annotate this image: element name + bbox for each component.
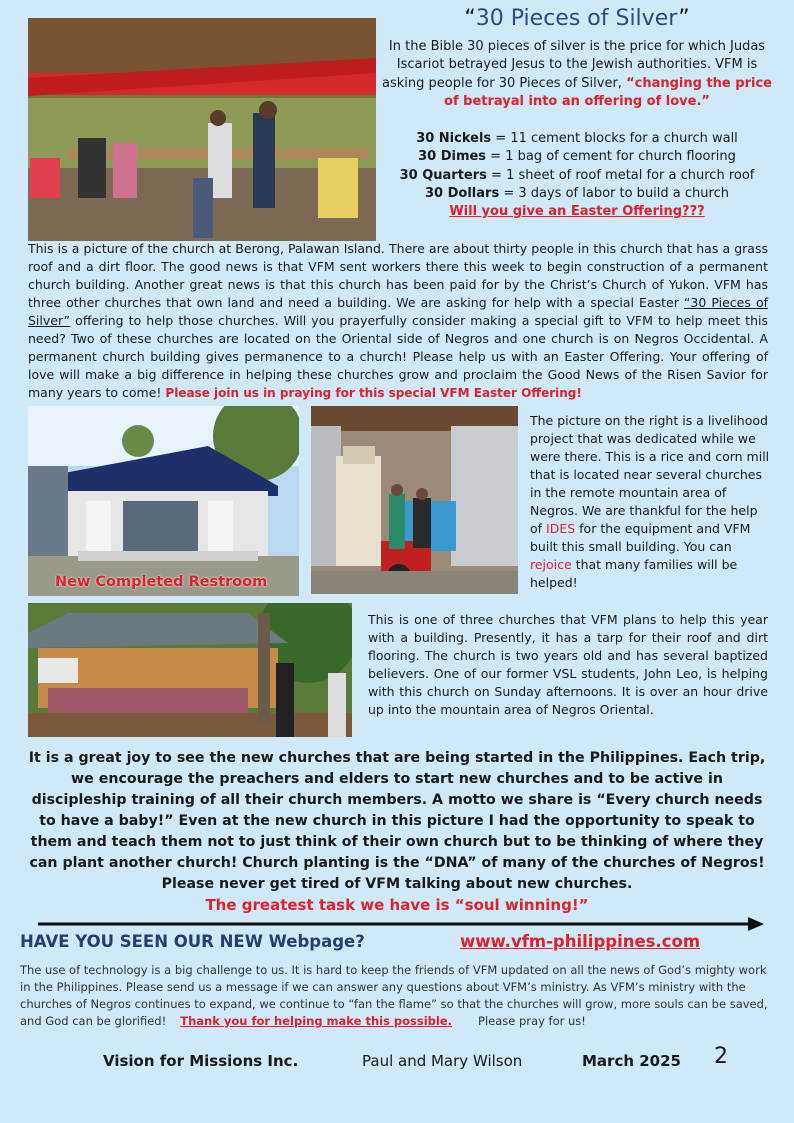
rejoice-word: rejoice [530,557,572,572]
para-text: offering to help those churches. Will you prayerfully consider making a special gift to VFM to help meet this need? Two of these churches are located on the Oriental side of Negros and one church is on Negros Occidental. A permanent church building gives permanence to a church! Please help us with an Easter Offering. Your offering of love will make a big difference in helping these churches grow and proclaim the Good News of the Risen Savior for many years to come! [28,313,768,400]
open-quote: “ [464,6,476,31]
close-quote: ” [678,6,690,31]
tarp-paragraph: This is one of three churches that VFM plans to help this year with a building. Presently, it has a tarp for their roof and dirt flooring. The church is two years old and has several baptized believers. One of our former VSL students, John Leo, is helping with this church on Sunday afternoons. It is over an hour drive up into the mountain area of Negros Oriental. [368,612,768,717]
intro-text [378,38,776,111]
thanks-link: Thank you for helping make this possible. [180,1014,453,1028]
photo-berong-church [28,18,376,241]
offering-text: = 11 cement blocks for a church wall [491,131,738,146]
para-text: This is a picture of the church at Berong, Palawan Island. There are about thirty people in this church that has a grass roof and a dirt floor. The good news is that VFM sent workers there this week to begin construction of a permanent church building. Another great news is that this church has been paid for by the Christ’s Church of Yukon. VFM has three other churches that own land and need a building. We are asking for help with a special Easter [28,241,768,310]
intro-highlight: “changing the price of betrayal into an offering of love.” [444,75,772,109]
footer-names: Paul and Mary Wilson [362,1052,523,1070]
restroom-caption: New Completed Restroom [55,574,268,590]
joy-body: It is a great joy to see the new churches that are being started in the Philippines. Each trip, we encourage the preachers and elders to start new churches and to be active in discipleship training of all their church members. A motto we share is “Every church needs to have a baby!” Even at the new church in this picture I had the opportunity to speak to them and teach them not to just think of their own church but to be thinking of where they can plant another church! Church planting is the “DNA” of many of the churches of Negros! [28,750,766,871]
offering-item [378,148,776,166]
mill-paragraph [530,412,770,592]
right-arrow-icon [38,916,764,932]
mill-text: The picture on the right is a livelihood project that was dedicated while we were there. This is a rice and corn mill that is located near several churches in the remote mountain area of Negros. We are thankful for the help of [530,413,770,536]
photo-tarp-church [28,603,352,737]
ides-link: IDES [546,521,576,536]
offering-text: = 1 bag of cement for church flooring [486,149,736,165]
church-planting-block [28,748,766,916]
offering-item [378,130,776,148]
pieces-of-silver-underlined: “30 Pieces of Silver” [28,295,768,328]
page-number: 2 [714,1044,728,1069]
footer-date: March 2025 [582,1052,681,1070]
mill-text: for the equipment and VFM built this small building. You can [530,521,751,554]
footer-org: Vision for Missions Inc. [103,1052,299,1070]
offering-list [378,130,776,221]
prayer-highlight: Please join us in praying for this special VFM Easter Offering! [165,386,582,400]
offering-item [378,185,776,203]
berong-paragraph [28,240,768,402]
offering-text: = 1 sheet of roof metal for a church roof [486,167,755,183]
webpage-heading: HAVE YOU SEEN OUR NEW Webpage? [20,932,365,951]
webpage-link[interactable]: www.vfm-philippines.com [460,932,701,951]
pray-text: Please pray for us! [478,1014,586,1028]
soul-winning: The greatest task we have is “soul winning!” [205,896,589,914]
intro-body: In the Bible 30 pieces of silver is the price for which Judas Iscariot betrayed Jesus to the Jewish authorities. VFM is asking people for 30 Pieces of Silver, [382,39,766,91]
joy-never: Please never get tired of VFM talking about new churches. [161,876,633,892]
page-title [390,6,764,31]
offering-label: 30 Dimes [418,149,487,165]
technology-paragraph [20,962,768,1030]
offering-label: 30 Quarters [399,167,487,183]
offering-label: 30 Nickels [416,131,492,146]
offering-text: = 3 days of labor to build a church [499,185,729,201]
photo-restroom [28,406,299,596]
photo-rice-mill [311,406,518,594]
offering-item [378,167,776,185]
mill-text: that many families will be helped! [530,557,738,590]
title-text: 30 Pieces of Silver [475,6,679,31]
easter-question: Will you give an Easter Offering??? [449,204,705,220]
offering-label: 30 Dollars [425,185,500,201]
tech-body: The use of technology is a big challenge to us. It is hard to keep the friends of VFM updated on all the news of God’s mighty work in the Philippines. Please send us a message if we can answer any questions about VFM’s ministry. As VFM’s ministry with the churches of Negros continues to expand, we continue to “fan the flame” so that the churches will grow, more souls can be saved, and God can be glorified! [20,963,768,1028]
